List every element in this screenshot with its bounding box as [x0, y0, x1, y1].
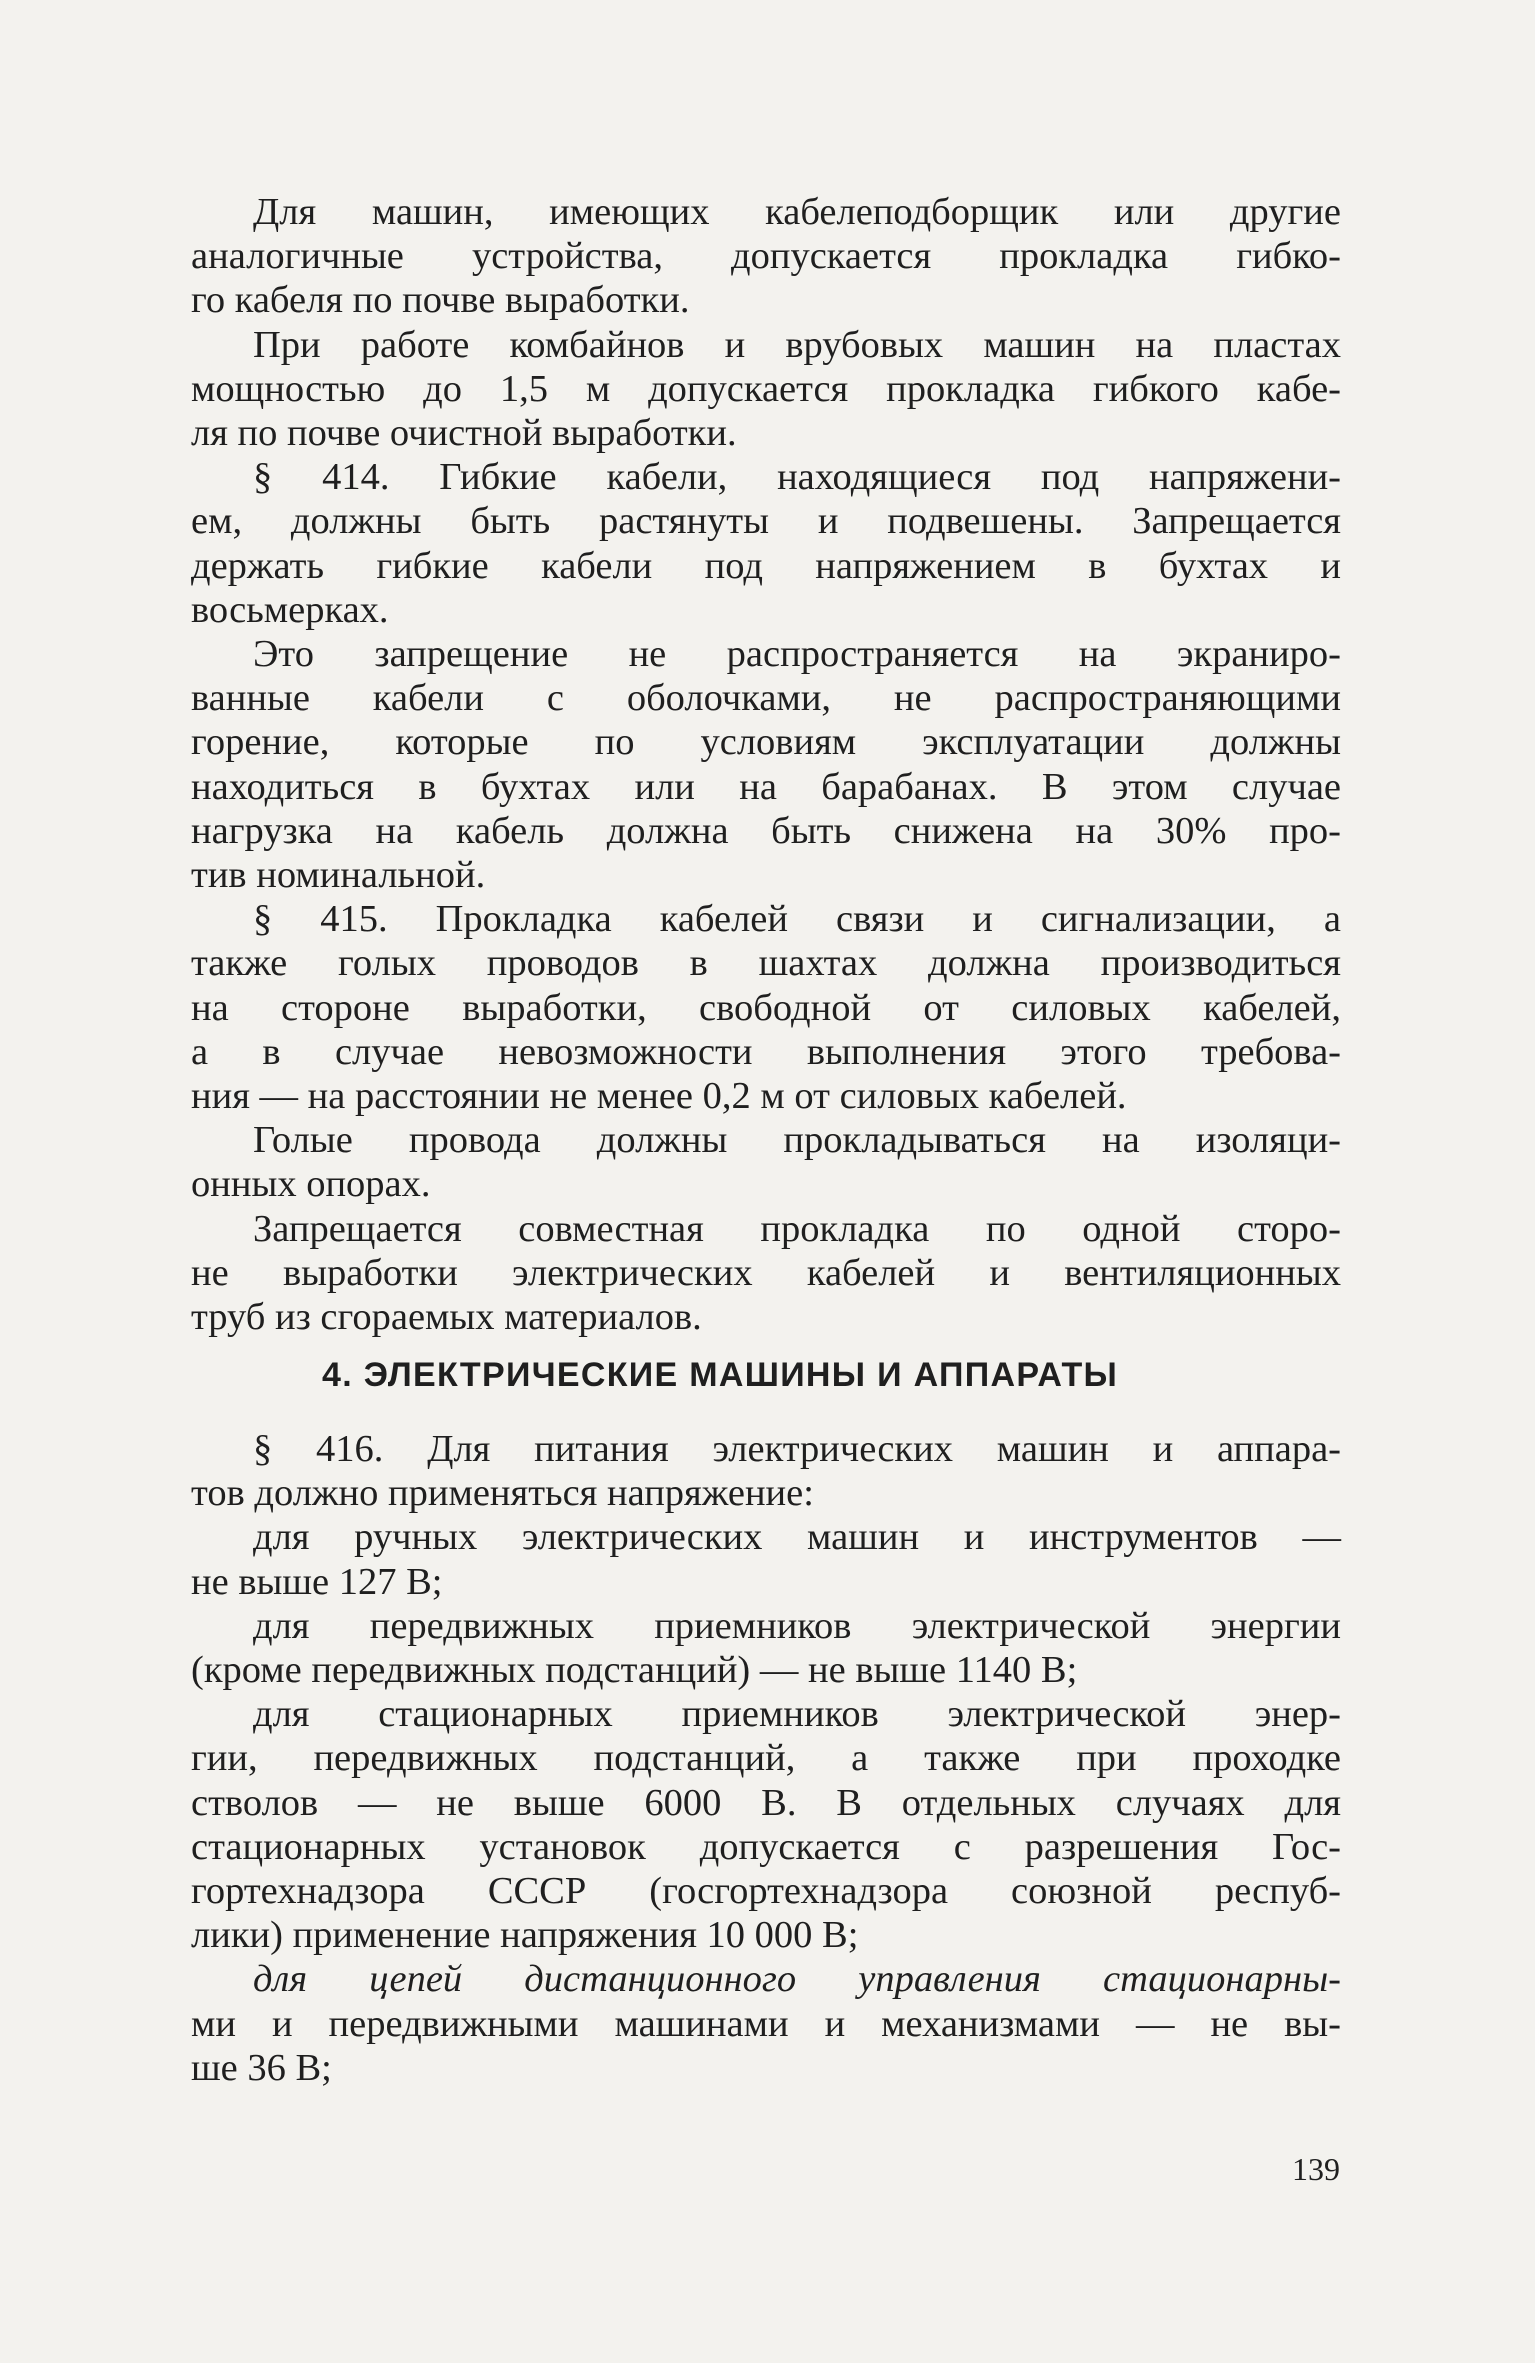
text-line: для цепей дистанционного управления стационарны-: [253, 1958, 1341, 2001]
paragraph-section-415: [191, 897, 1341, 1118]
text-line: ми и передвижными машинами и механизмами — не вы-: [191, 2002, 1341, 2045]
text-line: ше 36 В;: [191, 2046, 332, 2089]
text-line: гортехнадзора СССР (госгортехнадзора союзной респуб-: [191, 1870, 1341, 1913]
text-line: § 415. Прокладка кабелей связи и сигнализации, а: [253, 898, 1341, 941]
text-line: стволов — не выше 6000 В. В отдельных случаях для: [191, 1781, 1341, 1824]
text-line: онных опорах.: [191, 1163, 431, 1206]
body-text-top: [191, 190, 1341, 1339]
text-line: го кабеля по почве выработки.: [191, 279, 690, 322]
text-line: Запрещается совместная прокладка по одной сторо-: [253, 1207, 1341, 1250]
text-line: держать гибкие кабели под напряжением в бухтах и: [191, 544, 1341, 587]
text-line: Это запрещение не распространяется на экраниро-: [253, 633, 1341, 676]
text-line: не выработки электрических кабелей и вентиляционных: [191, 1251, 1341, 1294]
text-line: на стороне выработки, свободной от силовых кабелей,: [191, 986, 1341, 1029]
text-line: горение, которые по условиям эксплуатации должны: [191, 721, 1341, 764]
text-line: лики) применение напряжения 10 000 В;: [191, 1914, 859, 1957]
text-line: При работе комбайнов и врубовых машин на пластах: [253, 323, 1341, 366]
text-line: ля по почве очистной выработки.: [191, 412, 737, 455]
text-line: для ручных электрических машин и инструментов —: [253, 1516, 1341, 1559]
text-line: ванные кабели с оболочками, не распространяющими: [191, 677, 1341, 720]
page-number: 139: [1292, 2151, 1340, 2187]
text-line: тив номинальной.: [191, 854, 486, 897]
text-line: нагрузка на кабель должна быть снижена на 30% про-: [191, 809, 1341, 852]
text-line: (кроме передвижных подстанций) — не выше 1140 В;: [191, 1649, 1078, 1692]
text-line: § 414. Гибкие кабели, находящиеся под напряжени-: [253, 456, 1341, 499]
paragraph-stationary-receivers: [191, 1692, 1341, 1957]
paragraph-combines: [191, 323, 1341, 456]
paragraph-section-414: [191, 455, 1341, 632]
text-line: аналогичные устройства, допускается прокладка гибко-: [191, 235, 1341, 278]
text-line: § 416. Для питания электрических машин и аппара-: [253, 1428, 1341, 1470]
paragraph-exception: [191, 632, 1341, 897]
text-line: для передвижных приемников электрической энергии: [253, 1604, 1341, 1647]
text-line: ем, должны быть растянуты и подвешены. Запрещается: [191, 500, 1341, 543]
paragraph-prohibition: [191, 1207, 1341, 1340]
body-text-bottom: [191, 1427, 1341, 2090]
text-line: тов должно применяться напряжение:: [191, 1472, 814, 1515]
text-line: труб из сгораемых материалов.: [191, 1296, 702, 1339]
text-line: Голые провода должны прокладываться на изоляци-: [253, 1119, 1341, 1162]
text-line: ния — на расстоянии не менее 0,2 м от силовых кабелей.: [191, 1075, 1127, 1118]
text-line: гии, передвижных подстанций, а также при проходке: [191, 1737, 1341, 1780]
paragraph-bare-wires: [191, 1118, 1341, 1206]
text-line: восьмерках.: [191, 588, 389, 631]
paragraph-hand-tools: [191, 1515, 1341, 1603]
text-line: мощностью до 1,5 м допускается прокладка гибкого кабе-: [191, 367, 1341, 410]
paragraph-section-416: [191, 1427, 1341, 1515]
paragraph-remote-control: [191, 1957, 1341, 2090]
section-heading: 4. ЭЛЕКТРИЧЕСКИЕ МАШИНЫ И АППАРАТЫ: [322, 1356, 1119, 1394]
text-line: а в случае невозможности выполнения этого требова-: [191, 1030, 1341, 1073]
paragraph-cable-picker: [191, 190, 1341, 323]
paragraph-mobile-receivers: [191, 1604, 1341, 1692]
text-line: не выше 127 В;: [191, 1560, 443, 1603]
text-line: также голых проводов в шахтах должна производиться: [191, 942, 1341, 985]
text-line: Для машин, имеющих кабелеподборщик или другие: [253, 191, 1341, 233]
text-line: для стационарных приемников электрической энер-: [253, 1693, 1341, 1736]
text-line: находиться в бухтах или на барабанах. В этом случае: [191, 765, 1341, 808]
text-line: стационарных установок допускается с разрешения Гос-: [191, 1825, 1341, 1868]
